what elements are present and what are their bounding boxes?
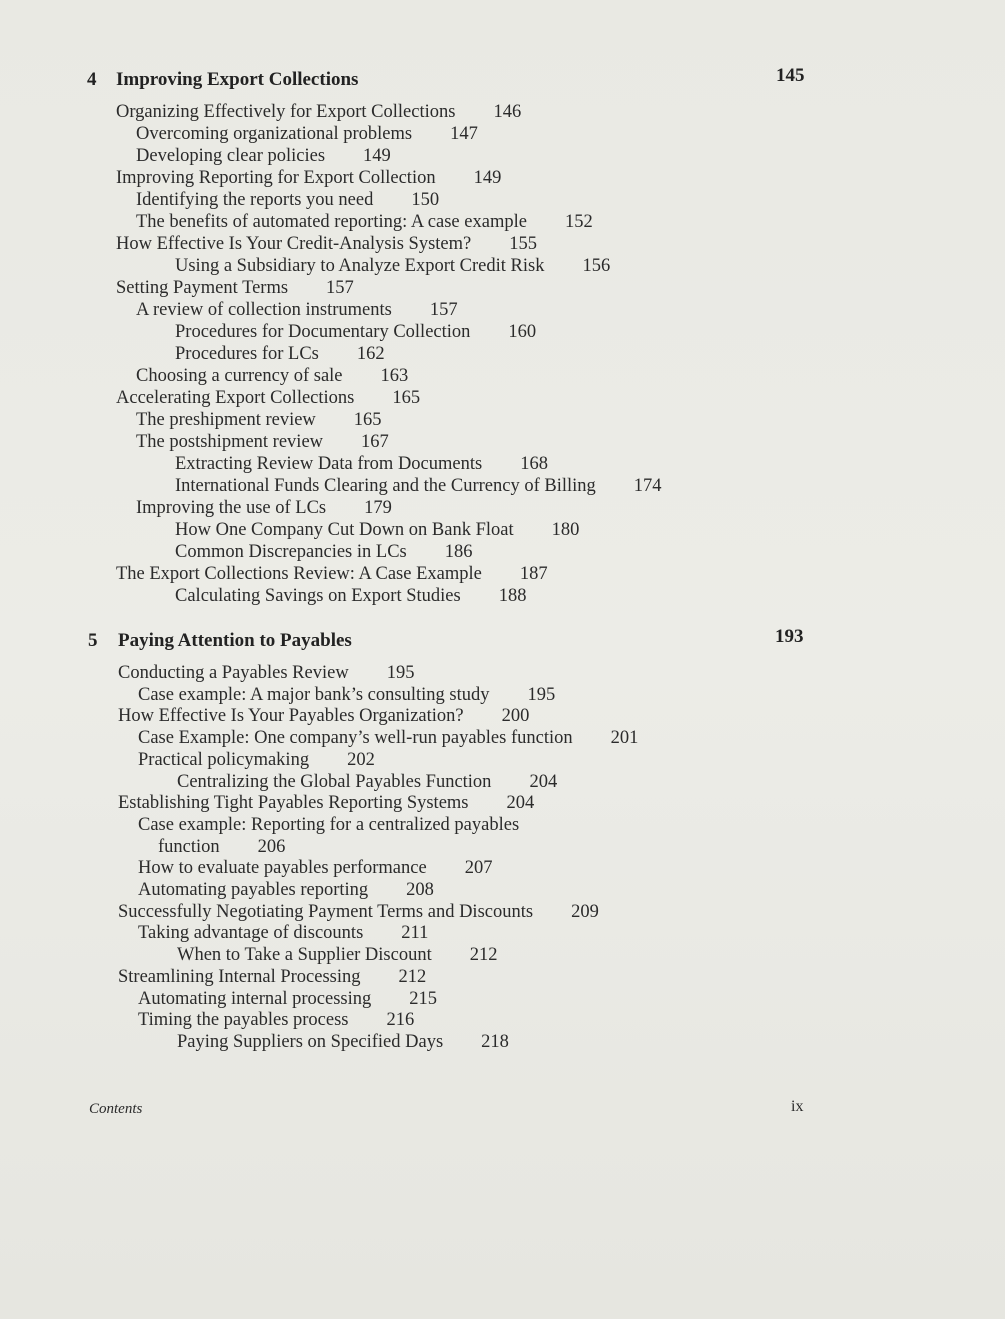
toc-entry-page: 188 xyxy=(498,586,527,606)
toc-entry xyxy=(138,749,375,771)
toc-entry-page: 215 xyxy=(409,988,438,1009)
toc-entry-page: 160 xyxy=(508,322,537,342)
toc-entry-page: 202 xyxy=(347,749,375,770)
toc-entry-page: 212 xyxy=(398,966,427,987)
toc-entry-title: Timing the payables process xyxy=(138,1010,349,1031)
toc-entry xyxy=(138,988,437,1010)
toc-entry-page: 162 xyxy=(356,344,385,364)
toc-entry-page: 152 xyxy=(564,212,593,232)
footer-section-label: Contents xyxy=(89,1101,143,1117)
toc-entry xyxy=(116,277,354,299)
toc-entry xyxy=(116,387,420,409)
toc-entry-title: Procedures for LCs xyxy=(175,344,319,364)
toc-entry xyxy=(138,922,428,944)
toc-entry-title: Automating internal processing xyxy=(138,988,372,1009)
toc-entry xyxy=(118,662,414,684)
toc-entry-title: Organizing Effectively for Export Collections xyxy=(116,102,456,122)
toc-entry xyxy=(175,321,536,343)
toc-entry-title: Case example: A major bank’s consulting study xyxy=(138,684,490,705)
toc-entry-page: 150 xyxy=(411,190,440,210)
toc-entry-title: Overcoming organizational problems xyxy=(136,124,413,144)
toc-entry xyxy=(138,684,555,706)
toc-entry-page: 149 xyxy=(473,168,502,188)
toc-entry xyxy=(175,343,385,365)
toc-entry-title: Practical policymaking xyxy=(138,749,310,770)
toc-entry-page: 187 xyxy=(519,564,548,584)
toc-entry xyxy=(116,167,501,189)
toc-entry xyxy=(118,792,534,814)
toc-entry xyxy=(175,255,610,277)
toc-entry xyxy=(136,299,458,321)
toc-entry xyxy=(177,944,498,966)
toc-entry-page: 155 xyxy=(509,234,537,254)
chapter-number: 4 xyxy=(87,69,97,90)
toc-entry-title: How to evaluate payables performance xyxy=(138,858,427,879)
toc-entry xyxy=(175,475,662,497)
toc-entry-page: 211 xyxy=(401,923,429,944)
toc-entry-page: 201 xyxy=(610,728,639,749)
toc-entry-page: 168 xyxy=(520,454,548,474)
toc-entry-title: Improving the use of LCs xyxy=(136,498,327,518)
toc-entry xyxy=(136,211,593,233)
toc-entry-title: Extracting Review Data from Documents xyxy=(175,454,483,474)
toc-entry xyxy=(175,585,526,607)
toc-entry-title: Paying Suppliers on Specified Days xyxy=(177,1031,444,1052)
toc-entry-page: 200 xyxy=(501,706,530,727)
toc-entry-title: The Export Collections Review: A Case Example xyxy=(116,564,482,584)
toc-entry-title: function xyxy=(158,836,220,857)
toc-entry-title: Developing clear policies xyxy=(136,146,326,166)
toc-entry xyxy=(136,365,408,387)
toc-entry-title: Automating payables reporting xyxy=(138,880,369,900)
toc-entry-title: When to Take a Supplier Discount xyxy=(177,945,432,966)
toc-entry-title: International Funds Clearing and the Currency of Billing xyxy=(175,476,596,496)
toc-entry xyxy=(175,541,472,563)
toc-entry-page: 212 xyxy=(469,945,498,966)
toc-entry-page: 206 xyxy=(257,836,286,857)
toc-entry-page: 195 xyxy=(386,663,415,683)
toc-entry-title: How One Company Cut Down on Bank Float xyxy=(175,520,514,540)
toc-entry-page: 165 xyxy=(353,410,382,430)
toc-entry-title: Setting Payment Terms xyxy=(116,278,289,298)
toc-entry-page: 149 xyxy=(363,146,391,166)
toc-entry xyxy=(138,879,434,901)
toc-entry-page: 216 xyxy=(386,1010,415,1031)
chapter-title: Paying Attention to Payables xyxy=(118,630,352,651)
toc-entry xyxy=(118,901,599,923)
toc-entry xyxy=(138,727,638,749)
toc-entry-page: 147 xyxy=(450,124,478,144)
toc-entry-page: 167 xyxy=(361,432,389,452)
toc-entry-page: 204 xyxy=(529,771,558,792)
toc-entry-title: The postshipment review xyxy=(136,432,324,452)
toc-entry-page: 163 xyxy=(380,366,409,386)
toc-entry-page: 207 xyxy=(464,858,493,879)
chapter-page: 193 xyxy=(775,626,804,647)
toc-entry-title: Establishing Tight Payables Reporting Systems xyxy=(118,793,469,814)
toc-entry-title: Using a Subsidiary to Analyze Export Credit Risk xyxy=(175,256,545,276)
toc-entry-page: 165 xyxy=(392,388,421,408)
toc-entry xyxy=(116,101,521,123)
toc-entry-title: How Effective Is Your Payables Organization? xyxy=(118,706,464,727)
toc-entry-title: Taking advantage of discounts xyxy=(138,923,364,944)
toc-entry-title: Centralizing the Global Payables Function xyxy=(177,771,492,792)
toc-entry-title: The preshipment review xyxy=(136,410,316,430)
toc-entry xyxy=(118,705,529,727)
toc-entry-title: Choosing a currency of sale xyxy=(136,366,343,386)
toc-entry-page: 146 xyxy=(493,102,522,122)
toc-entry-title: How Effective Is Your Credit-Analysis System? xyxy=(116,234,472,254)
toc-entry xyxy=(116,233,537,255)
toc-entry-title: Case Example: One company’s well-run payables function xyxy=(138,728,573,749)
toc-entry-page: 195 xyxy=(527,684,556,705)
toc-entry xyxy=(138,1009,414,1031)
toc-entry-page: 157 xyxy=(326,278,354,298)
chapter-page: 145 xyxy=(776,65,805,86)
toc-entry-page: 157 xyxy=(429,300,458,320)
toc-entry-title: Accelerating Export Collections xyxy=(116,388,355,408)
toc-entry xyxy=(138,857,492,879)
toc-entry xyxy=(136,409,382,431)
chapter-title: Improving Export Collections xyxy=(116,69,359,90)
toc-entry-title: Conducting a Payables Review xyxy=(118,663,349,683)
toc-entry xyxy=(136,431,389,453)
toc-entry-title: The benefits of automated reporting: A case example xyxy=(136,212,527,232)
toc-entry-title: Identifying the reports you need xyxy=(136,190,374,210)
toc-entry xyxy=(136,497,392,519)
toc-entry-page: 218 xyxy=(481,1031,509,1052)
toc-entry-title: Calculating Savings on Export Studies xyxy=(175,586,461,606)
toc-entry xyxy=(136,123,478,145)
toc-entry-page: 179 xyxy=(364,498,392,518)
toc-entry xyxy=(136,189,439,211)
toc-entry xyxy=(175,453,548,475)
toc-entry xyxy=(177,1031,509,1053)
toc-entry-page: 156 xyxy=(582,256,611,276)
toc-entry-title: Improving Reporting for Export Collection xyxy=(116,168,436,188)
toc-entry-title: A review of collection instruments xyxy=(136,300,392,320)
toc-entry xyxy=(116,563,548,585)
toc-entry xyxy=(136,145,391,167)
toc-entry-title: Successfully Negotiating Payment Terms and Discounts xyxy=(118,901,534,922)
toc-entry xyxy=(118,966,426,988)
toc-entry-title: Streamlining Internal Processing xyxy=(118,966,361,987)
toc-entry xyxy=(158,836,285,858)
toc-entry-page: 209 xyxy=(571,901,599,922)
toc-entry-page: 186 xyxy=(444,542,473,562)
footer-page-number: ix xyxy=(791,1098,804,1115)
toc-entry-page: 180 xyxy=(551,520,580,540)
toc-entry-page: 204 xyxy=(506,793,535,814)
toc-entry-title: Common Discrepancies in LCs xyxy=(175,542,407,562)
toc-entry xyxy=(138,814,519,836)
toc-entry-title: Case example: Reporting for a centralized payables xyxy=(138,814,520,835)
toc-entry-title: Procedures for Documentary Collection xyxy=(175,322,471,342)
toc-entry xyxy=(175,519,579,541)
toc-entry-page: 208 xyxy=(406,880,434,900)
toc-entry xyxy=(177,771,557,793)
chapter-number: 5 xyxy=(88,630,98,651)
toc-entry-page: 174 xyxy=(633,476,662,496)
